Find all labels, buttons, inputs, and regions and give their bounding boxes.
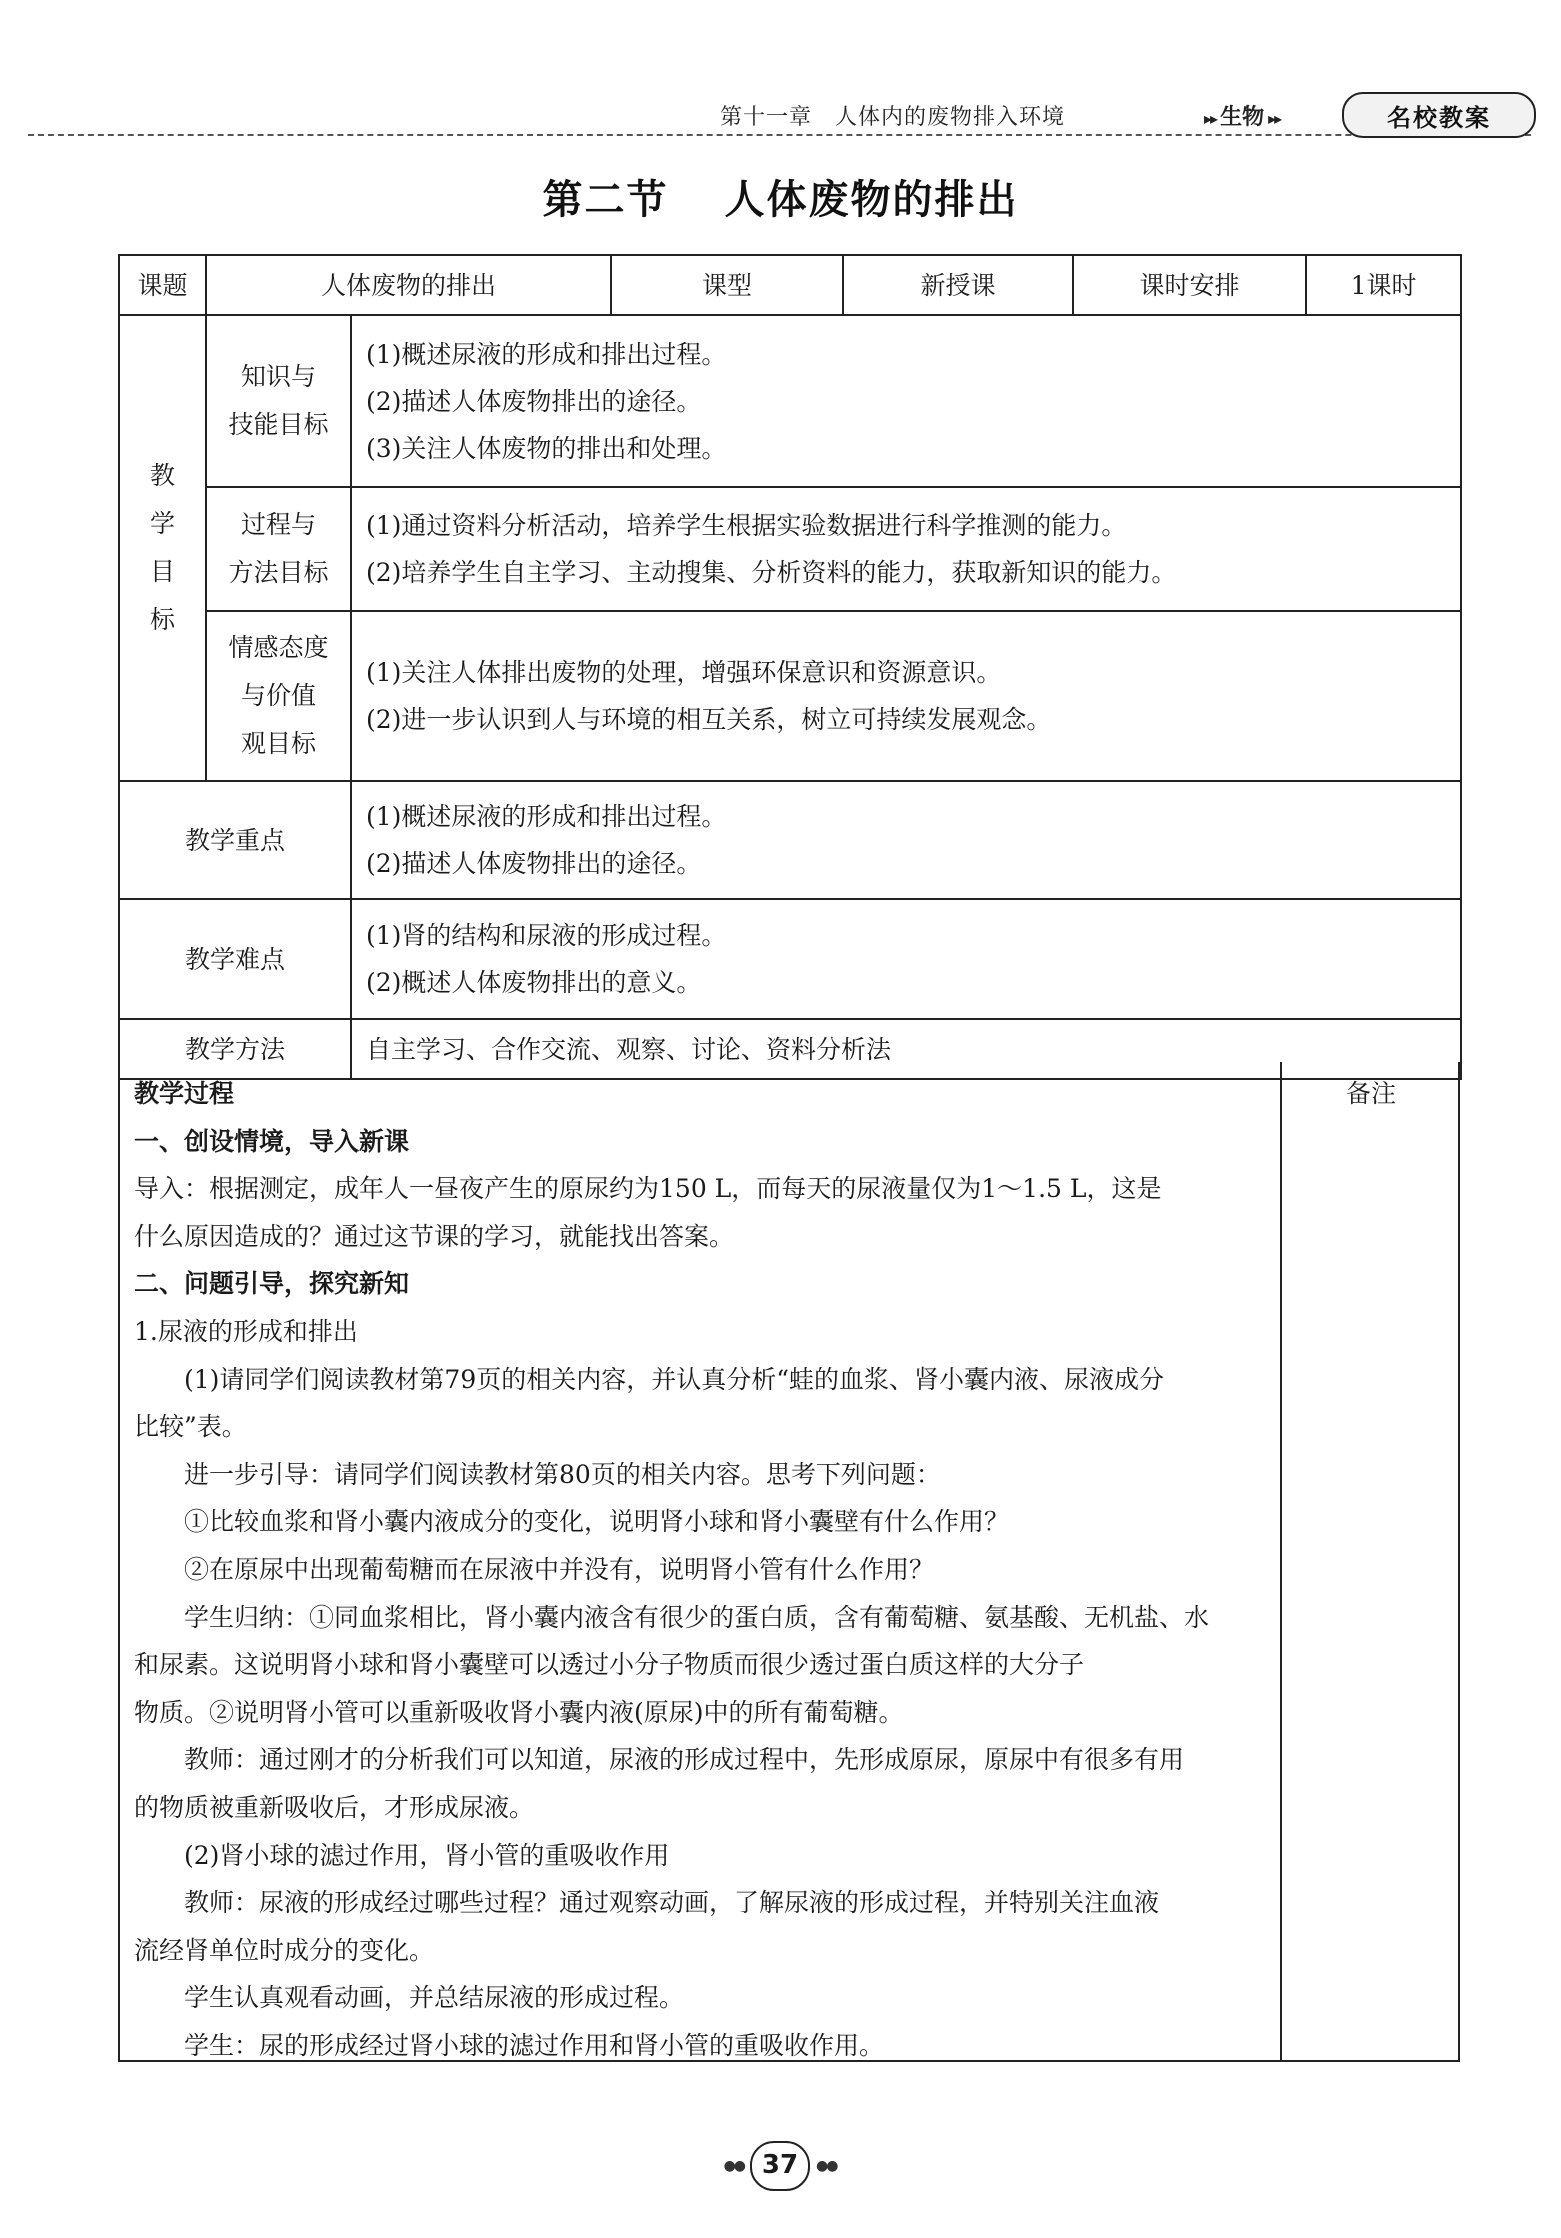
section-name: 人体废物的排出 xyxy=(724,177,1019,223)
process-line: 什么原因造成的？通过这节课的学习，就能找出答案。 xyxy=(134,1221,735,1251)
process-line: 物质。②说明肾小管可以重新吸收肾小囊内液(原尿)中的所有葡萄糖。 xyxy=(134,1697,904,1727)
difficulty-item: (1)肾的结构和尿液的形成过程。 xyxy=(366,921,727,950)
goal-item: (2)描述人体废物排出的途径。 xyxy=(366,386,702,416)
teaching-process-section xyxy=(118,1062,1460,2062)
type-value: 新授课 xyxy=(843,255,1073,315)
page-title xyxy=(0,168,1561,225)
label-line: 方法目标 xyxy=(228,558,329,587)
process-goal-row xyxy=(119,487,1461,611)
process-line: 二、问题引导，探究新知 xyxy=(134,1269,410,1299)
chapter-title: 第十一章 人体内的废物排入环境 xyxy=(720,105,1066,130)
process-line: 一、创设情境，导入新课 xyxy=(134,1126,410,1156)
label-line: 技能目标 xyxy=(228,410,329,439)
label-line: 与价值 xyxy=(240,681,316,710)
dots-icon: ●● xyxy=(723,2158,744,2174)
section-number: 第二节 xyxy=(542,177,669,223)
time-label: 课时安排 xyxy=(1073,255,1306,315)
topic-label: 课题 xyxy=(119,255,206,315)
goal-item: (2)进一步认识到人与环境的相互关系，树立可持续发展观念。 xyxy=(366,705,1052,734)
process-line: ②在原尿中出现葡萄糖而在尿液中并没有，说明肾小管有什么作用？ xyxy=(184,1554,935,1584)
goal-item: (1)通过资料分析活动，培养学生根据实验数据进行科学推测的能力。 xyxy=(366,511,1127,540)
remark-label: 备注 xyxy=(1345,1079,1396,1108)
process-line: 学生：尿的形成经过肾小球的滤过作用和肾小管的重吸收作用。 xyxy=(184,2030,885,2060)
remark-divider xyxy=(1280,1062,1282,2060)
label-line: 观目标 xyxy=(240,729,316,758)
page-number-value: 37 xyxy=(750,2141,810,2191)
process-heading: 教学过程 xyxy=(134,1079,235,1108)
emotion-goal-items xyxy=(351,611,1461,781)
label-line: 情感态度 xyxy=(228,633,329,662)
process-goal-items xyxy=(351,487,1461,611)
brand-logo: 名校教案 xyxy=(1342,92,1536,138)
process-line: 教师：通过刚才的分析我们可以知道，尿液的形成过程中，先形成原尿，原尿中有很多有用 xyxy=(184,1745,1185,1775)
methods-label: 教学方法 xyxy=(119,1019,351,1079)
difficulties-label: 教学难点 xyxy=(119,899,351,1019)
goals-label xyxy=(119,315,206,781)
process-goal-label xyxy=(206,487,351,611)
knowledge-goal-label xyxy=(206,315,351,487)
difficulties-row xyxy=(119,899,1461,1019)
process-line: 的物质被重新吸收后，才形成尿液。 xyxy=(134,1792,535,1822)
difficulties-items xyxy=(351,899,1461,1019)
info-row xyxy=(119,255,1461,315)
process-line: 和尿素。这说明肾小球和肾小囊壁可以透过小分子物质而很少透过蛋白质这样的大分子 xyxy=(134,1650,1085,1680)
process-line: (2)肾小球的滤过作用，肾小管的重吸收作用 xyxy=(184,1840,670,1870)
topic-value: 人体废物的排出 xyxy=(206,255,611,315)
process-line: 学生归纳：①同血浆相比，肾小囊内液含有很少的蛋白质，含有葡萄糖、氨基酸、无机盐、水 xyxy=(184,1602,1210,1632)
lesson-plan-table xyxy=(118,254,1462,1080)
goal-item: (2)培养学生自主学习、主动搜集、分析资料的能力，获取新知识的能力。 xyxy=(366,558,1177,587)
process-line: 流经肾单位时成分的变化。 xyxy=(134,1935,435,1965)
process-line: 1.尿液的形成和排出 xyxy=(134,1316,358,1346)
page-number xyxy=(710,2138,850,2194)
goals-label-char: 目 xyxy=(149,557,175,586)
goal-item: (1)概述尿液的形成和排出过程。 xyxy=(366,339,727,369)
key-points-items xyxy=(351,781,1461,899)
subject-label xyxy=(1200,100,1284,131)
goal-item: (1)关注人体排出废物的处理，增强环保意识和资源意识。 xyxy=(366,658,1002,687)
knowledge-goal-items xyxy=(351,315,1461,487)
process-line: 比较”表。 xyxy=(134,1412,247,1442)
arrow-icon: ▸▸ xyxy=(1204,109,1217,128)
dots-icon: ●● xyxy=(816,2158,837,2174)
subject-text: 生物 xyxy=(1220,105,1265,130)
key-point-item: (2)描述人体废物排出的途径。 xyxy=(366,849,702,878)
header-rule xyxy=(28,134,1531,136)
goal-item: (3)关注人体废物的排出和处理。 xyxy=(366,433,727,463)
process-line: 教师：尿液的形成经过哪些过程？通过观察动画，了解尿液的形成过程，并特别关注血液 xyxy=(184,1888,1160,1918)
process-line: ①比较血浆和肾小囊内液成分的变化，说明肾小球和肾小囊壁有什么作用？ xyxy=(184,1507,1010,1537)
process-body xyxy=(134,1070,1274,2069)
difficulty-item: (2)概述人体废物排出的意义。 xyxy=(366,968,702,997)
process-line: 进一步引导：请同学们阅读教材第80页的相关内容。思考下列问题： xyxy=(184,1459,941,1489)
goals-label-char: 标 xyxy=(149,605,175,634)
key-points-row xyxy=(119,781,1461,899)
methods-value: 自主学习、合作交流、观察、讨论、资料分析法 xyxy=(351,1019,1461,1079)
process-line: 导入：根据测定，成年人一昼夜产生的原尿约为150 L，而每天的尿液量仅为1～1.5 L，这是 xyxy=(134,1174,1162,1204)
arrow-icon: ▸▸ xyxy=(1268,109,1281,128)
emotion-goal-label xyxy=(206,611,351,781)
key-point-item: (1)概述尿液的形成和排出过程。 xyxy=(366,802,727,831)
time-value: 1课时 xyxy=(1306,255,1461,315)
key-points-label: 教学重点 xyxy=(119,781,351,899)
label-line: 过程与 xyxy=(240,510,316,539)
label-line: 知识与 xyxy=(240,362,316,391)
type-label: 课型 xyxy=(611,255,843,315)
goals-label-char: 学 xyxy=(149,509,175,538)
process-line: 学生认真观看动画，并总结尿液的形成过程。 xyxy=(184,1983,685,2013)
process-line: (1)请同学们阅读教材第79页的相关内容，并认真分析“蛙的血浆、肾小囊内液、尿液成分 xyxy=(184,1364,1165,1394)
goals-label-char: 教 xyxy=(149,461,175,490)
knowledge-goal-row xyxy=(119,315,1461,487)
emotion-goal-row xyxy=(119,611,1461,781)
